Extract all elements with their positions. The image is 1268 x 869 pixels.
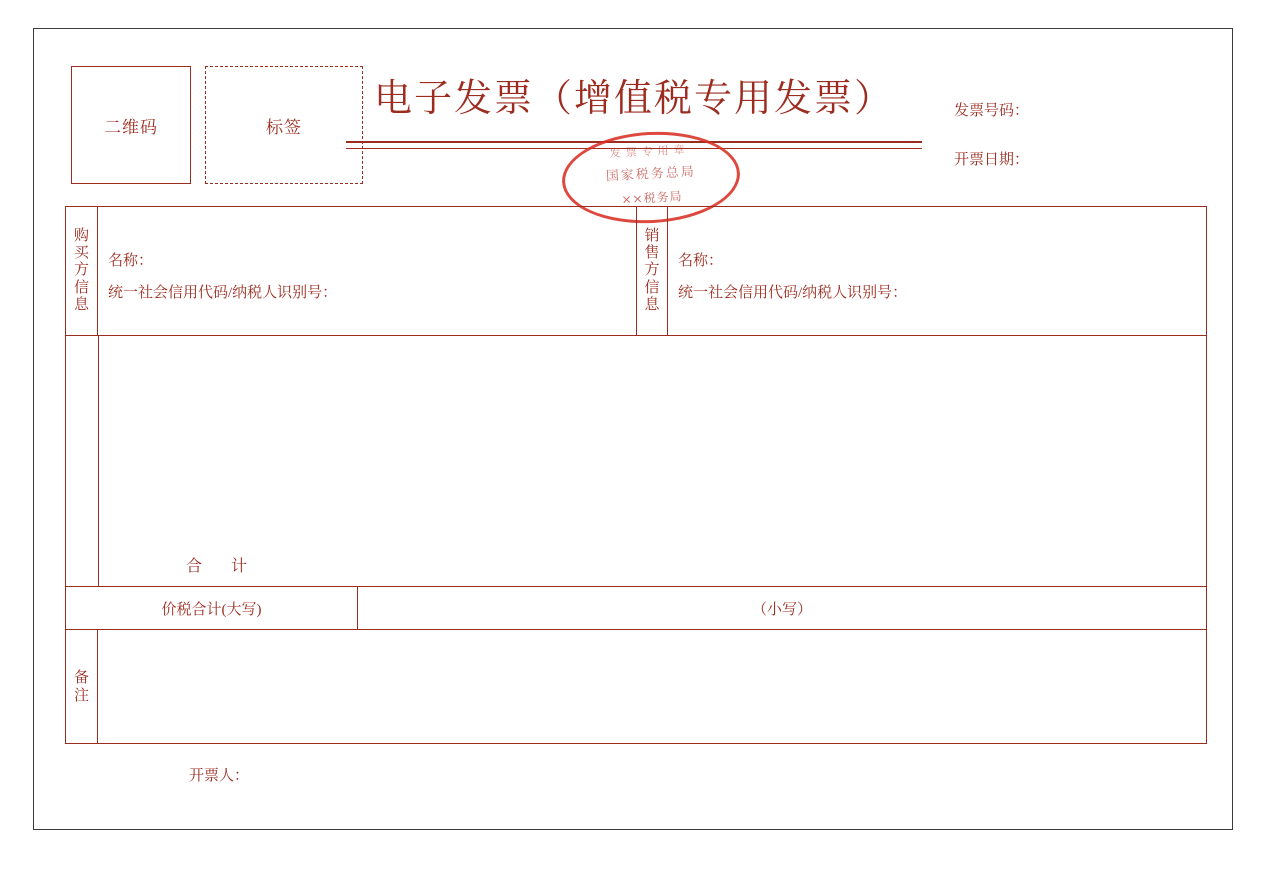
seller-fields: [668, 207, 1206, 335]
buyer-side-label: [66, 207, 98, 335]
buyer-tax-id-label: 统一社会信用代码/纳税人识别号：: [108, 285, 338, 301]
issue-date-label: 开票日期：: [954, 152, 1030, 168]
seller-tax-id-label: 统一社会信用代码/纳税人识别号：: [678, 285, 908, 301]
tag-label: 标签: [266, 117, 302, 137]
seller-side-label: [636, 207, 668, 335]
seal-middle-text: 国家税务总局: [605, 164, 697, 185]
amount-in-words-label: 价税合计(大写): [66, 587, 358, 629]
remark-value: [98, 630, 1206, 743]
items-total-label-part1: 合: [186, 558, 204, 575]
amount-total-row: [66, 587, 1206, 630]
seal-bottom-text: ××税务局: [621, 189, 683, 207]
invoice-title-block: [364, 77, 904, 121]
buyer-name-label: 名称：: [108, 253, 154, 269]
tag-placeholder: [205, 66, 363, 184]
items-total-label-part2: 计: [231, 558, 249, 575]
invoice-document: [33, 28, 1233, 830]
seal-top-text: 发票专用章: [609, 142, 690, 161]
invoice-body-table: [65, 206, 1207, 744]
page-title: 电子发票（增值税专用发票）: [373, 76, 894, 120]
drawer-label: 开票人：: [189, 768, 250, 784]
qr-code-placeholder: [71, 66, 191, 184]
amount-in-figures-label: （小写）: [751, 601, 812, 618]
invoice-number-label: 发票号码：: [954, 103, 1030, 119]
line-items-area: [66, 336, 1206, 587]
invoice-header: [34, 29, 1232, 207]
seller-side-label-text: 销售方信息: [644, 227, 660, 313]
remark-row: [66, 630, 1206, 743]
invoice-meta: [954, 87, 1029, 185]
parties-row: [66, 207, 1206, 336]
buyer-fields: [98, 207, 636, 335]
items-total-label: [186, 553, 248, 576]
remark-label: [66, 630, 98, 743]
remark-label-text: 备注: [74, 669, 90, 704]
seller-name-label: 名称：: [678, 253, 724, 269]
line-items-left-rule: [98, 336, 99, 586]
buyer-side-label-text: 购买方信息: [74, 227, 90, 313]
qr-code-label: 二维码: [104, 117, 158, 137]
